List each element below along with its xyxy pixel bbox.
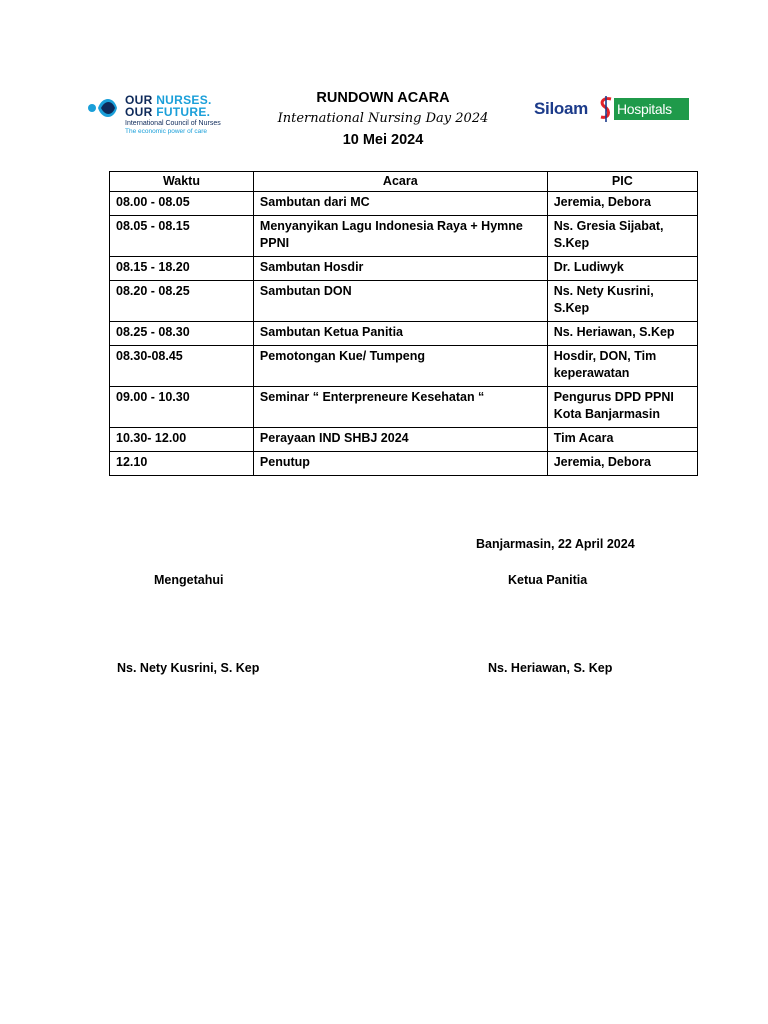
event-subtitle: International Nursing Day 2024 bbox=[277, 111, 489, 126]
header-pic: PIC bbox=[547, 172, 697, 192]
icn-org: International Council of Nurses bbox=[125, 120, 221, 127]
cell-pic: Jeremia, Debora bbox=[547, 452, 697, 476]
cell-time: 08.25 - 08.30 bbox=[110, 322, 254, 346]
icn-logo-icon bbox=[84, 90, 120, 126]
cell-event: Seminar “ Enterpreneure Kesehatan “ bbox=[253, 387, 547, 428]
cell-event: Penutup bbox=[253, 452, 547, 476]
cell-event: Perayaan IND SHBJ 2024 bbox=[253, 428, 547, 452]
table-row bbox=[110, 346, 698, 387]
header-waktu: Waktu bbox=[110, 172, 254, 192]
icn-logo-text bbox=[125, 94, 221, 136]
page-title: RUNDOWN ACARA bbox=[316, 90, 450, 106]
right-signer-name: Ns. Heriawan, S. Kep bbox=[488, 661, 613, 675]
cell-time: 08.00 - 08.05 bbox=[110, 192, 254, 216]
cell-pic: Jeremia, Debora bbox=[547, 192, 697, 216]
cell-event: Sambutan dari MC bbox=[253, 192, 547, 216]
cell-event: Sambutan Ketua Panitia bbox=[253, 322, 547, 346]
table-row bbox=[110, 192, 698, 216]
left-signer-role: Mengetahui bbox=[154, 573, 224, 587]
siloam-logo bbox=[534, 97, 689, 121]
table-row bbox=[110, 216, 698, 257]
cell-time: 08.20 - 08.25 bbox=[110, 281, 254, 322]
cell-event: Sambutan DON bbox=[253, 281, 547, 322]
table-row bbox=[110, 428, 698, 452]
cell-event: Pemotongan Kue/ Tumpeng bbox=[253, 346, 547, 387]
header-acara: Acara bbox=[253, 172, 547, 192]
cell-pic: Hosdir, DON, Tim keperawatan bbox=[547, 346, 697, 387]
siloam-brand: Siloam bbox=[534, 99, 588, 118]
table-row bbox=[110, 322, 698, 346]
cell-pic: Dr. Ludiwyk bbox=[547, 257, 697, 281]
cell-time: 08.05 - 08.15 bbox=[110, 216, 254, 257]
table-row bbox=[110, 257, 698, 281]
table-row bbox=[110, 452, 698, 476]
cell-time: 08.30-08.45 bbox=[110, 346, 254, 387]
siloam-hospitals: Hospitals bbox=[614, 98, 689, 120]
left-signer-name: Ns. Nety Kusrini, S. Kep bbox=[117, 661, 260, 675]
cell-time: 12.10 bbox=[110, 452, 254, 476]
cell-time: 10.30- 12.00 bbox=[110, 428, 254, 452]
cell-pic: Ns. Gresia Sijabat, S.Kep bbox=[547, 216, 697, 257]
table-row bbox=[110, 387, 698, 428]
cell-pic: Pengurus DPD PPNI Kota Banjarmasin bbox=[547, 387, 697, 428]
table-header-row bbox=[110, 172, 698, 192]
siloam-mark-icon bbox=[597, 95, 615, 123]
cell-time: 09.00 - 10.30 bbox=[110, 387, 254, 428]
icn-line1: OUR NURSES. bbox=[125, 93, 212, 107]
icn-tagline: The economic power of care bbox=[125, 128, 208, 135]
cell-pic: Tim Acara bbox=[547, 428, 697, 452]
cell-time: 08.15 - 18.20 bbox=[110, 257, 254, 281]
event-date: 10 Mei 2024 bbox=[342, 132, 424, 148]
table-row bbox=[110, 281, 698, 322]
cell-event: Sambutan Hosdir bbox=[253, 257, 547, 281]
cell-pic: Ns. Heriawan, S.Kep bbox=[547, 322, 697, 346]
rundown-table bbox=[109, 171, 698, 476]
right-signer-role: Ketua Panitia bbox=[508, 573, 588, 587]
cell-event: Menyanyikan Lagu Indonesia Raya + Hymne PPNI bbox=[253, 216, 547, 257]
cell-pic: Ns. Nety Kusrini, S.Kep bbox=[547, 281, 697, 322]
place-date: Banjarmasin, 22 April 2024 bbox=[476, 537, 635, 551]
icn-line2: OUR FUTURE. bbox=[125, 105, 211, 119]
